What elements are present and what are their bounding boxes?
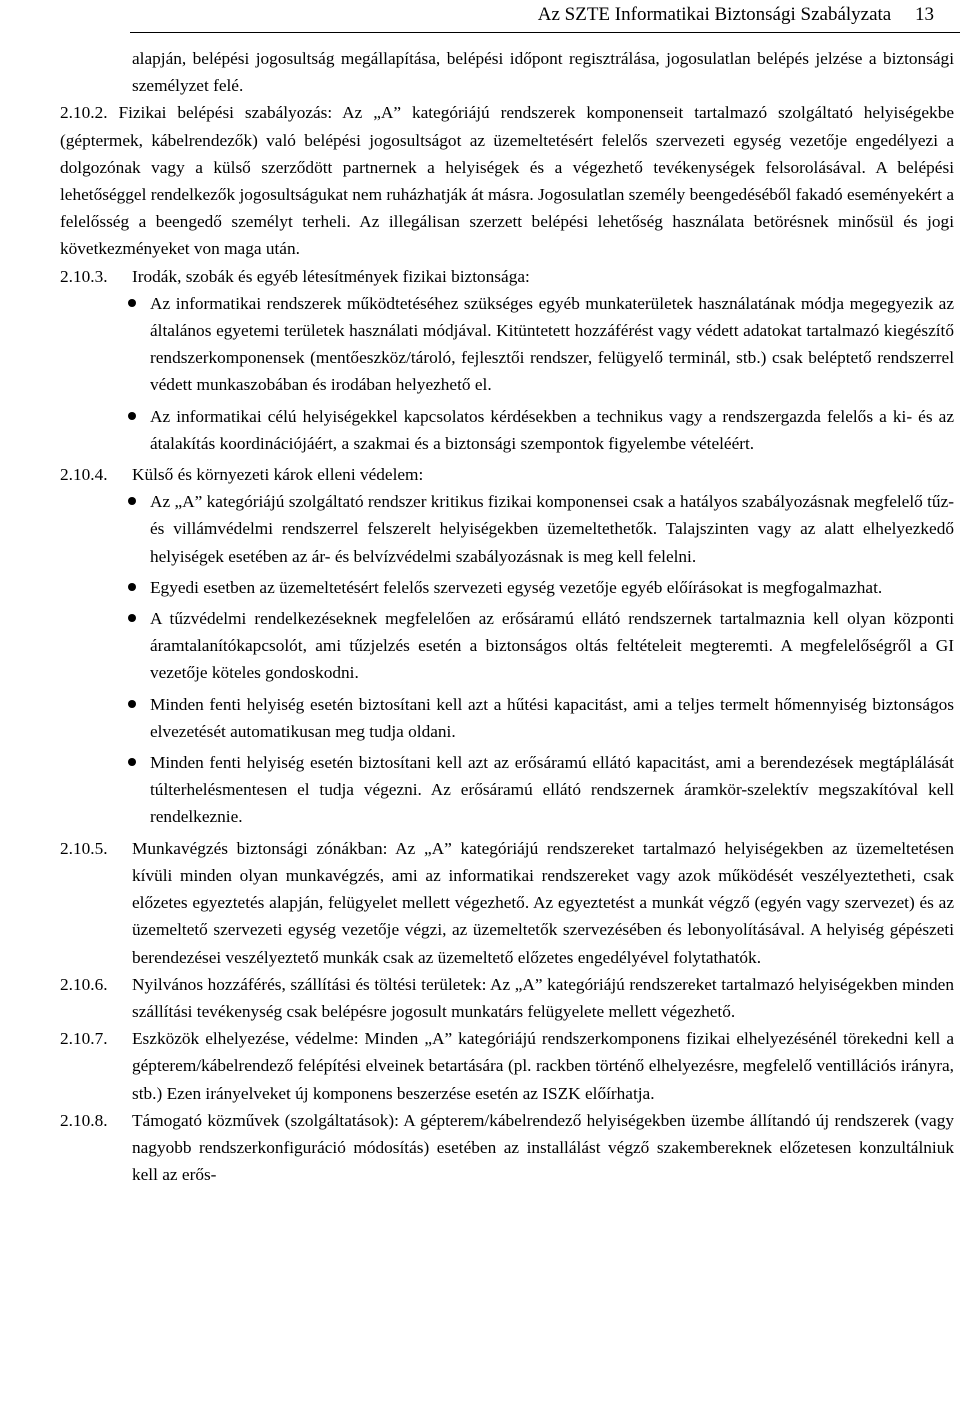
section-number: 2.10.2.	[60, 103, 108, 123]
bullet-icon	[128, 583, 136, 591]
section-text: Támogató közművek (szolgáltatások): A gépterem/kábelrendező helyiségekben üzembe állítandó új rendszerek (vagy nagyobb rendszerkonfiguráció módosítás) esetében az installálást végző szakembereknek előzetesen konzultálniuk kell az erős-	[132, 1110, 954, 1185]
list-item: Minden fenti helyiség esetén biztosítani kell azt az erősáramú ellátó kapacitást, ami a berendezések megtáplálását túlterhelésmentesen el tudja végezni. Az erősáramú ellátó rendszernek áramkör-szelektív megszakítóval kell rendelkeznie.	[150, 749, 954, 831]
list-item: Az informatikai célú helyiségekkel kapcsolatos kérdésekben a technikus vagy a rendszergazda felelős a ki- és az átalakítás koordinációjáért, a szakmai és a biztonsági szempontok figyelembe vételéért.	[150, 403, 954, 457]
section-text: Irodák, szobák és egyéb létesítmények fizikai biztonsága:	[132, 266, 530, 286]
section-text: Nyilvános hozzáférés, szállítási és töltési területek: Az „A” kategóriájú rendszereket tartalmazó helyiségekben minden szállítási tevékenység csak belépésre jogosult munkatárs felügyelete mellett végezhető.	[132, 974, 954, 1021]
section-number: 2.10.6.	[60, 974, 108, 994]
page-header	[0, 0, 960, 38]
section-number: 2.10.5.	[60, 838, 108, 858]
page-body	[0, 45, 960, 1188]
bullet-icon	[128, 299, 136, 307]
section-2-10-7	[0, 1025, 954, 1107]
intro-paragraph: alapján, belépési jogosultság megállapítása, belépési időpont regisztrálása, jogosulatlan belépés jelzése a biztonsági személyzet felé.	[132, 49, 954, 96]
section-number: 2.10.7.	[60, 1029, 108, 1049]
list-item: Az informatikai rendszerek működtetéséhez szükséges egyéb munkaterületek használatának módja megegyezik az általános egyetemi területek használati módjával. Kitüntetett hozzáférést vagy védett adatokat tartalmazó kiegészítő rendszerkomponensek (mentőeszköz/tároló, fejlesztői rendszer, felügyelő terminál, stb.) csak beléptető rendszerrel védett munkaszobában és irodában helyezhető el.	[150, 290, 954, 399]
section-2-10-5	[0, 835, 954, 971]
section-text: Munkavégzés biztonsági zónákban: Az „A” kategóriájú rendszereket tartalmazó helyiségekben az üzemeltetésen kívüli minden olyan munkavégzés, ami az informatikai rendszereket vagy azok működését veszélyeztetheti, csak előzetes egyeztetés alapján, felügyelet mellett végezhető. Az egyeztetést a munkát végző (egyén vagy szervezet) és az üzemeltető szervezeti egység vezetője végzi, az üzemeltetők szervezésében és lebonyolításával. A helyiség gépészeti berendezései veszélyeztető munkák csak az üzemeltető előzetes engedélyével folytathatók.	[132, 838, 954, 967]
section-2-10-3	[0, 263, 954, 290]
section-number: 2.10.8.	[60, 1110, 108, 1130]
section-2-10-6	[0, 971, 954, 1025]
bullet-icon	[128, 412, 136, 420]
document-title: Az SZTE Informatikai Biztonsági Szabályzata	[537, 4, 892, 25]
bullet-icon	[128, 758, 136, 766]
list-item: A tűzvédelmi rendelkezéseknek megfelelően az erősáramú ellátó rendszernek tartalmaznia kell olyan központi áramtalanítókapcsolót, ami tűzjelzés esetén a biztonságos oltás feltételeit megteremti. A megfelelőségről a GI vezetője köteles gondoskodni.	[150, 605, 954, 687]
bullet-list-2-10-3	[0, 290, 960, 457]
list-item: Az „A” kategóriájú szolgáltató rendszer kritikus fizikai komponensei csak a hatályos szabályozásnak megfelelő tűz- és villámvédelmi rendszerrel felszerelt helyiségekben üzemeltethetők. Talajszinten vagy az alatt elhelyezkedő helyiségek esetében az ár- és belvízvédelmi szabályozásnak is meg kell felelni.	[150, 488, 954, 570]
list-item: Egyedi esetben az üzemeltetésért felelős szervezeti egység vezetője egyéb előírásokat is megfogalmazhat.	[150, 574, 954, 601]
page-number: 13	[915, 4, 934, 25]
section-2-10-4	[0, 461, 954, 488]
section-number: 2.10.4.	[60, 465, 108, 485]
section-number: 2.10.3.	[60, 266, 108, 286]
section-text: Külső és környezeti károk elleni védelem:	[132, 465, 424, 485]
list-item: Minden fenti helyiség esetén biztosítani kell azt a hűtési kapacitást, ami a teljes termelt hőmennyiség biztonságos elvezetését automatikusan meg tudja oldani.	[150, 691, 954, 745]
bullet-list-2-10-4	[0, 488, 960, 830]
bullet-icon	[128, 497, 136, 505]
header-rule	[130, 32, 960, 33]
section-2-10-8	[0, 1107, 954, 1189]
header-title-line	[538, 4, 934, 26]
bullet-icon	[128, 700, 136, 708]
section-text: Fizikai belépési szabályozás: Az „A” kategóriájú rendszerek komponenseit tartalmazó szolgáltató helyiségekbe (géptermek, kábelrendezők) való belépési jogosultságot az üzemeltetésért felelős szervezeti egység vezetője engedélyezi a dolgozónak vagy a külső szerződött partnernek a helyiségek és a végezhető tevékenységek felsorolásával. A belépési lehetőséggel rendelkezők jogosultságukat nem ruházhatják át másra. Jogosulatlan személy beengedéséből fakadó eseményekért a felelősség a beengedő személyt terheli. Az illegálisan szerzett belépési lehetőség használata betörésnek minősül és jogi következményeket von maga után.	[60, 103, 955, 259]
section-text: Eszközök elhelyezése, védelme: Minden „A” kategóriájú rendszerkomponens fizikai elhelyezésénél törekedni kell a gépterem/kábelrendező felépítési elveinek betartására (pl. rackben történő elhelyezésre, megfelelő ventillációs irányra, stb.) Ezen irányelveket új komponens beszerzése esetén az ISZK előírhatja.	[132, 1029, 954, 1103]
bullet-icon	[128, 614, 136, 622]
section-2-10-2	[60, 99, 954, 262]
